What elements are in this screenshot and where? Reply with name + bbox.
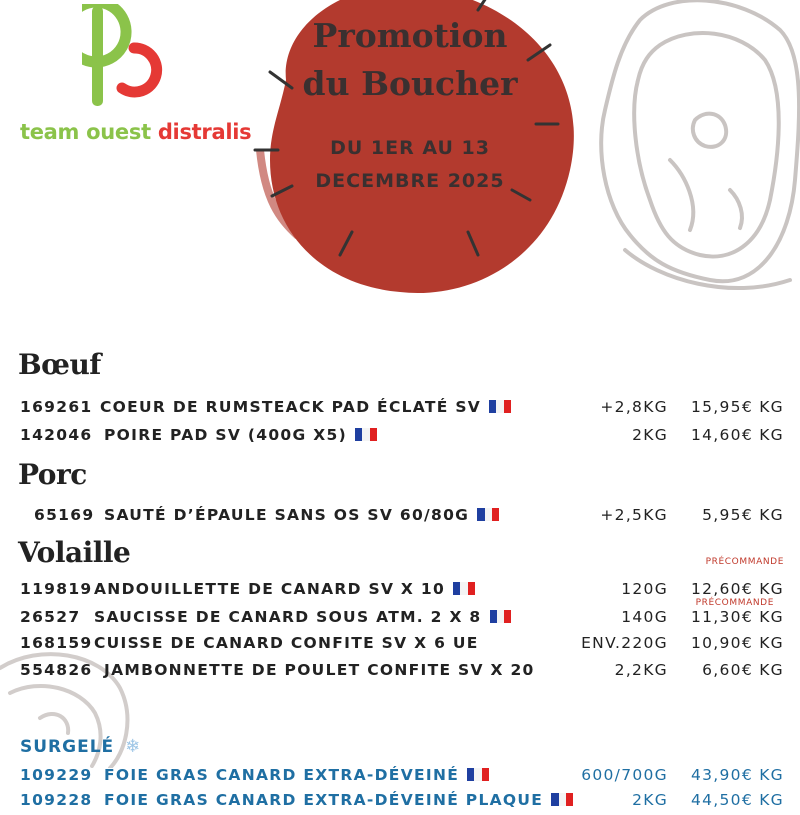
product-code: 65169 [34, 506, 95, 524]
product-description: ANDOUILLETTE DE CANARD SV X 10 [94, 580, 475, 598]
product-row [0, 766, 800, 790]
product-row [0, 608, 800, 632]
product-row [0, 398, 800, 422]
product-price: 15,95€ KG [690, 398, 784, 416]
product-code: 142046 [20, 426, 93, 444]
product-description: FOIE GRAS CANARD EXTRA-DÉVEINÉ PLAQUE [104, 791, 573, 809]
product-price: 43,90€ KG [690, 766, 784, 784]
france-flag-icon [453, 581, 475, 594]
section-title-boeuf: Bœuf [18, 348, 101, 381]
product-code: 554826 [20, 661, 93, 679]
product-row [0, 661, 800, 685]
product-code: 109228 [20, 791, 93, 809]
product-price: 44,50€ KG [690, 791, 784, 809]
precommande-label: PRÉCOMMANDE [695, 598, 774, 608]
product-row [0, 791, 800, 815]
product-description: SAUCISSE DE CANARD SOUS ATM. 2 X 8 [94, 608, 512, 626]
meat-illustration [590, 0, 800, 300]
product-description: JAMBONNETTE DE POULET CONFITE SV X 20 [104, 661, 535, 679]
promo-title-line1: Promotion [312, 16, 508, 55]
promo-title-line2: du Boucher [302, 64, 518, 103]
product-description: COEUR DE RUMSTEACK PAD ÉCLATÉ SV [100, 398, 511, 416]
logo-team-text: team ouest [20, 120, 151, 144]
section-title-porc: Porc [18, 458, 87, 491]
product-description: SAUTÉ D’ÉPAULE SANS OS SV 60/80G [104, 506, 499, 524]
product-code: 168159 [20, 634, 93, 652]
product-code: 169261 [20, 398, 93, 416]
product-quantity: +2,5KG [600, 506, 668, 524]
product-code: 119819 [20, 580, 93, 598]
section-title-surgele: SURGELÉ ❄ [20, 736, 142, 757]
france-flag-icon [467, 767, 489, 780]
product-row [0, 506, 800, 530]
product-row [0, 634, 800, 658]
product-price: 10,90€ KG [690, 634, 784, 652]
precommande-label: PRÉCOMMANDE [705, 557, 784, 567]
logo-mark [82, 4, 182, 114]
product-price: 14,60€ KG [690, 426, 784, 444]
product-description: FOIE GRAS CANARD EXTRA-DÉVEINÉ [104, 766, 489, 784]
promo-badge [240, 0, 580, 300]
product-quantity: 600/700G [581, 766, 668, 784]
section-title-volaille: Volaille [18, 536, 131, 569]
product-quantity: 120G [621, 580, 668, 598]
product-quantity: +2,8KG [600, 398, 668, 416]
france-flag-icon [355, 427, 377, 440]
product-price: 12,60€ KG [690, 580, 784, 598]
product-quantity: 2,2KG [614, 661, 668, 679]
product-price: 6,60€ KG [702, 661, 784, 679]
france-flag-icon [489, 399, 511, 412]
logo-distralis-text: distralis [157, 120, 252, 144]
product-quantity: 2KG [632, 791, 668, 809]
product-quantity: 140G [621, 608, 668, 626]
product-quantity: ENV.220G [581, 634, 668, 652]
product-row [0, 426, 800, 450]
product-description: CUISSE DE CANARD CONFITE SV X 6 UE [94, 634, 479, 652]
snowflake-icon: ❄ [125, 736, 142, 757]
promo-date-line2: DECEMBRE 2025 [315, 170, 505, 192]
product-price: 5,95€ KG [702, 506, 784, 524]
product-code: 26527 [20, 608, 81, 626]
product-quantity: 2KG [632, 426, 668, 444]
france-flag-icon [490, 609, 512, 622]
product-row [0, 580, 800, 604]
product-description: POIRE PAD SV (400G X5) [104, 426, 377, 444]
logo-text [20, 120, 251, 144]
france-flag-icon [477, 507, 499, 520]
product-price: 11,30€ KG [690, 608, 784, 626]
promo-date-line1: DU 1ER AU 13 [330, 137, 490, 159]
product-code: 109229 [20, 766, 93, 784]
france-flag-icon [551, 792, 573, 805]
